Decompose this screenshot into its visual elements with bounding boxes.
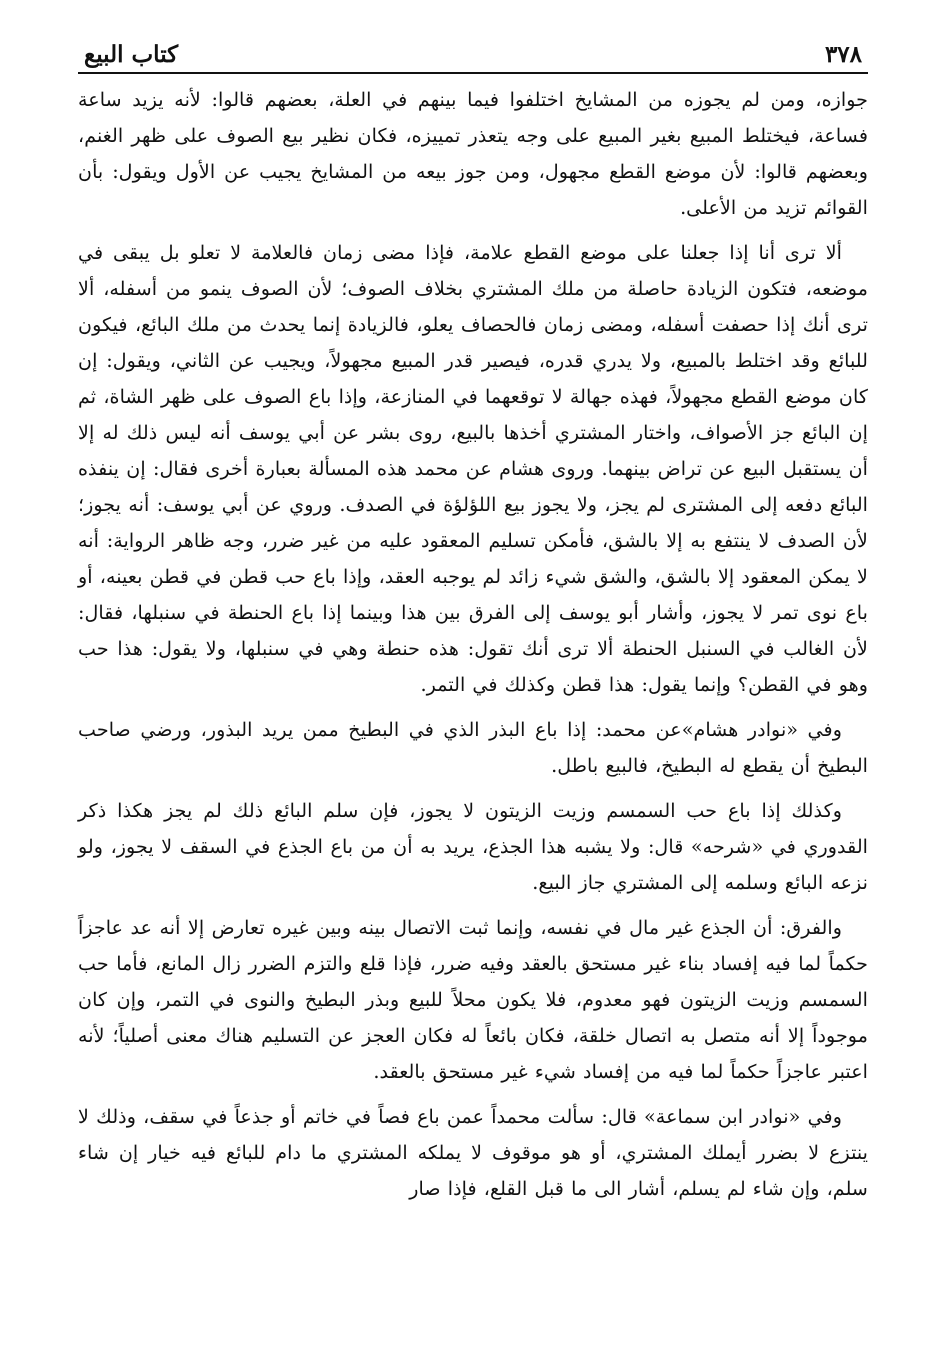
paragraph: والفرق: أن الجذع غير مال في نفسه، وإنما ثبت الاتصال بينه وبين غيره تعارض إلا أنه عد عاجزاً حكماً لما فيه إفساد بناء غير مستحق بالعقد وفيه ضرر، فإذا قلع والتزم الضرر زال المانع، فأما حب السمسم وزيت الزيتون فهو معدوم، فلا يكون محلاً للبيع وبذر البطيخ والنوى في التمر، وإن كان موجوداً إلا أنه متصل به اتصال خلقة، فكان بائعاً له فكان العجز عن التسليم هناك معنى أصلياً؛ لأنه اعتبر عاجزاً حكماً لما فيه من إفساد شيء غير مستحق بالعقد.	[78, 916, 868, 1083]
page-header	[78, 28, 868, 68]
book-title: كتاب البيع	[84, 41, 179, 68]
header-rule	[78, 72, 868, 74]
paragraph: وفي «نوادر ابن سماعة» قال: سألت محمداً عمن باع فصاً في خاتم أو جذعاً في سقف، وذلك لا ينتزع لا بضرر أيملك المشتري، أو هو موقوف لا يملكه المشتري ما دام للبائع فيه خيار إن شاء سلم، وإن شاء لم يسلم، أشار الى ما قبل القلع، فإذا صار	[78, 1105, 868, 1200]
paragraph: وكذلك إذا باع حب السمسم وزيت الزيتون لا يجوز، فإن سلم البائع ذلك لم يجز هكذا ذكر القدوري في «شرحه» قال: ولا يشبه هذا الجذع، يريد به أن من باع الجذع في السقف لا يجوز، ولو نزعه البائع وسلمه إلى المشتري جاز البيع.	[78, 799, 868, 894]
page-number: ٣٧٨	[824, 41, 862, 68]
paragraph: ألا ترى أنا إذا جعلنا على موضع القطع علامة، فإذا مضى زمان فالعلامة لا تعلو بل يبقى في موضعه، فتكون الزيادة حاصلة من ملك المشتري بخلاف الصوف؛ لأن الصوف ينمو من أسفله، ألا ترى أنك إذا حصفت أسفله، ومضى زمان فالحصاف يعلو، فالزيادة إنما يحدث من ملك البائع، فيكون للبائع وقد اختلط بالمبيع، ولا يدري قدره، فيصير قدر المبيع مجهولاً، ويجيب عن الثاني، ويقول: إن كان موضع القطع مجهولاً، فهذه جهالة لا توقعهما في المنازعة، وإذا باع الصوف على ظهر الشاة، ثم إن البائع جز الأصواف، واختار المشتري أخذها بالبيع، روى بشر عن أبي يوسف أنه ليس ذلك له إلا أن يستقبل البيع عن تراض بينهما. وروى هشام عن محمد هذه المسألة بعبارة أخرى فقال: إن ينفذه البائع دفعه إلى المشترى لم يجز، ولا يجوز بيع اللؤلؤة في الصدف. وروي عن أبي يوسف: أنه يجوز؛ لأن الصدف لا ينتفع به إلا بالشق، فأمكن تسليم المعقود عليه من غير ضرر، وجه ظاهر الرواية: أنه لا يمكن المعقود إلا بالشق، والشق شيء زائد لم يوجبه العقد، وإذا باع حب قطن في قطن بعينه، أو باع نوى تمر لا يجوز، وأشار أبو يوسف إلى الفرق بين هذا وبينما إذا باع الحنطة في سنبلها، فقال: لأن الغالب في السنبل الحنطة ألا ترى أنك تقول: هذه حنطة وهي في سنبلها، ولا يقول: هذا حب وهو في القطن؟ وإنما يقول: هذا قطن وكذلك في التمر.	[78, 241, 868, 696]
paragraph: جوازه، ومن لم يجوزه من المشايخ اختلفوا فيما بينهم في العلة، بعضهم قالوا: لأنه يزيد ساعة فساعة، فيختلط المبيع بغير المبيع على وجه يتعذر تمييزه، فكان نظير بيع الصوف على ظهر الغنم، وبعضهم قالوا: لأن موضع القطع مجهول، ومن جوز بيعه من المشايخ يجيب عن الأول ويقول: بأن القوائم تزيد من الأعلى.	[78, 88, 868, 219]
paragraph: وفي «نوادر هشام»عن محمد: إذا باع البذر الذي في البطيخ ممن يريد البذور، ورضي صاحب البطيخ أن يقطع له البطيخ، فالبيع باطل.	[78, 718, 868, 777]
page-body	[78, 82, 868, 1207]
book-page	[78, 28, 868, 1216]
